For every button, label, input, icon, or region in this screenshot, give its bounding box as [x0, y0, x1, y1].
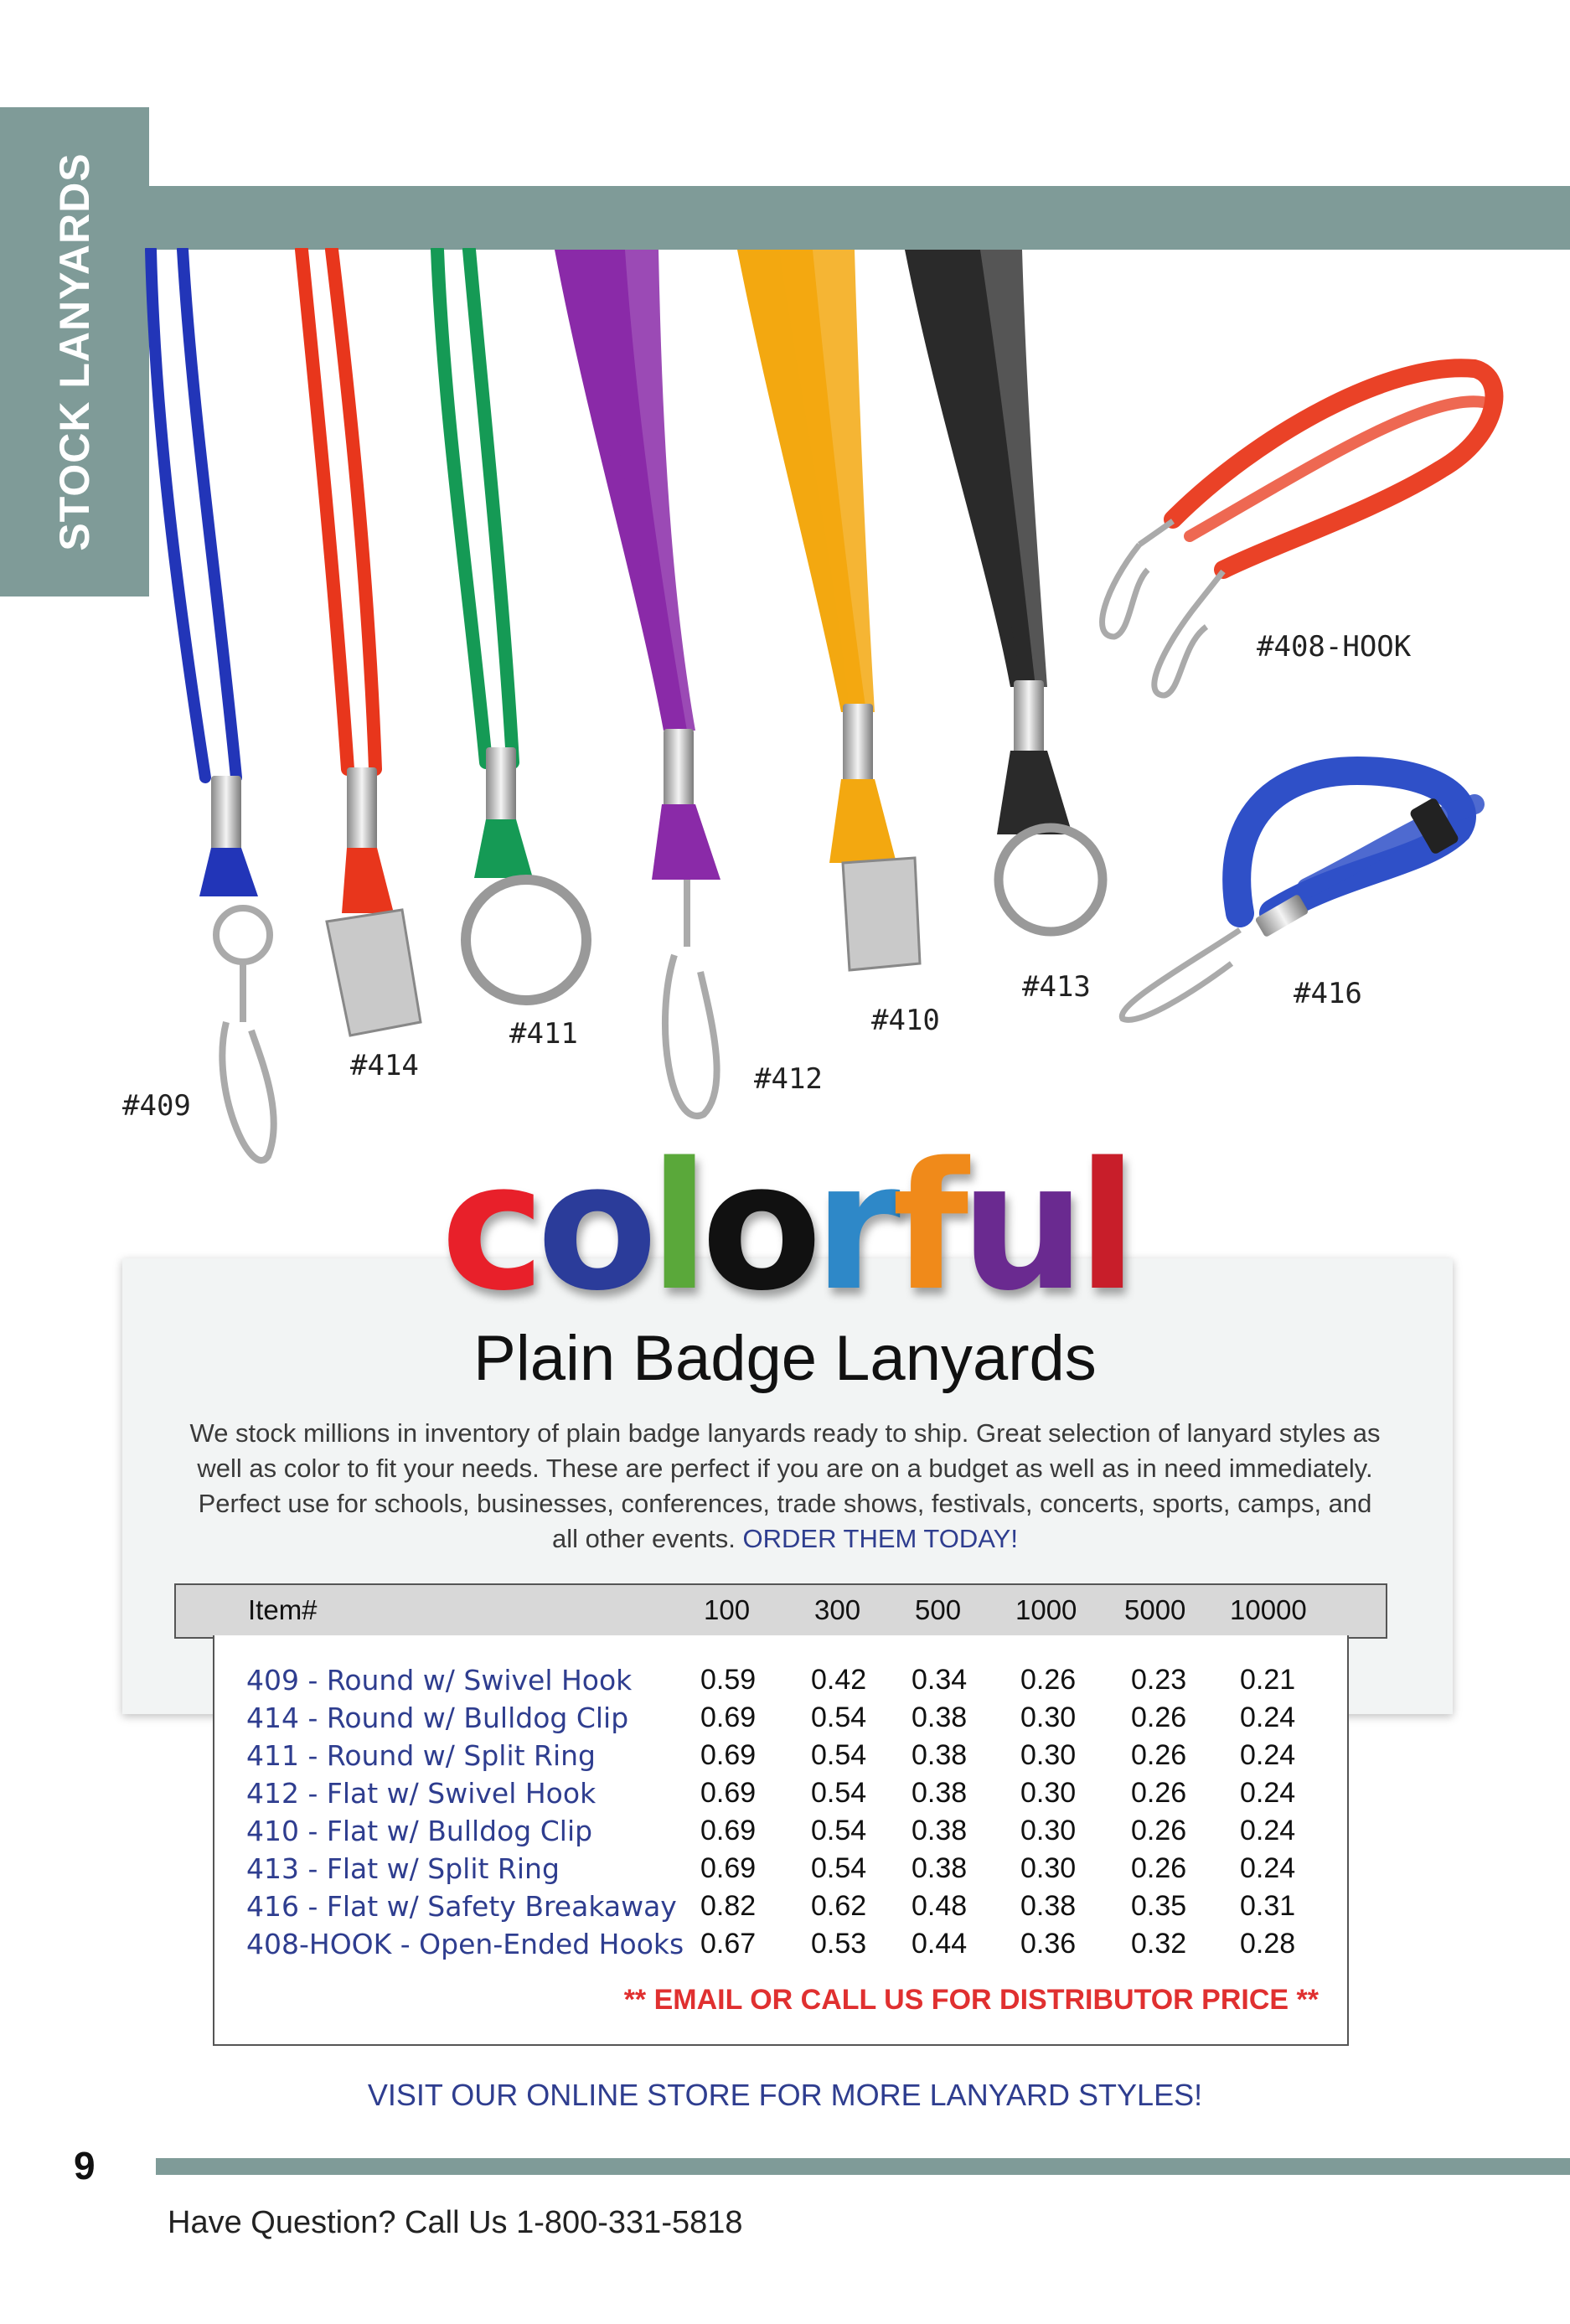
table-cell-price: 0.44: [912, 1928, 968, 1960]
table-row-item-name: 412 - Flat w/ Swivel Hook: [246, 1777, 596, 1810]
table-cell-price: 0.26: [1131, 1777, 1187, 1809]
table-cell-price: 0.35: [1131, 1890, 1187, 1922]
headline-letter: f: [891, 1124, 961, 1330]
table-cell-price: 0.54: [811, 1702, 867, 1733]
column-header-item: Item#: [248, 1594, 318, 1625]
footer-contact: Have Question? Call Us 1-800-331-5818: [168, 2205, 743, 2240]
table-cell-price: 0.30: [1020, 1815, 1077, 1846]
lanyard-411-image: [437, 250, 586, 1000]
table-cell-price: 0.31: [1240, 1890, 1296, 1922]
table-cell-price: 0.30: [1020, 1702, 1077, 1733]
table-cell-price: 0.36: [1020, 1928, 1077, 1960]
table-cell-price: 0.59: [700, 1664, 757, 1696]
headline-letter: l: [1077, 1124, 1129, 1330]
table-row-item-name: 413 - Flat w/ Split Ring: [246, 1852, 560, 1885]
headline-letter: r: [813, 1124, 892, 1330]
lanyard-414-image: [302, 250, 421, 1035]
table-row-item-name: 414 - Round w/ Bulldog Clip: [246, 1702, 629, 1734]
table-cell-price: 0.54: [811, 1777, 867, 1809]
table-cell-price: 0.42: [811, 1664, 867, 1696]
product-label-414: #414: [350, 1049, 419, 1082]
table-row-item-name: 411 - Round w/ Split Ring: [246, 1739, 596, 1772]
product-label-413: #413: [1022, 970, 1091, 1004]
description-text: We stock millions in inventory of plain badge lanyards ready to ship. Great selection of lanyard styles as well as color to fit your needs. These are perfect if you are on a budget as well as in need immediately. Perfect use for schools, businesses, conferences, trade shows, festivals, concerts, sports, camps, and all other events.: [189, 1418, 1381, 1553]
visit-store-link[interactable]: VISIT OUR ONLINE STORE FOR MORE LANYARD STYLES!: [367, 2078, 1203, 2112]
table-cell-price: 0.53: [811, 1928, 867, 1960]
table-cell-price: 0.82: [700, 1890, 757, 1922]
column-header-500: 500: [915, 1594, 962, 1625]
table-cell-price: 0.38: [912, 1815, 968, 1846]
table-cell-price: 0.38: [912, 1739, 968, 1771]
table-cell-price: 0.62: [811, 1890, 867, 1922]
table-cell-price: 0.67: [700, 1928, 757, 1960]
table-cell-price: 0.24: [1240, 1777, 1296, 1809]
page-title: Plain Badge Lanyards: [473, 1323, 1097, 1394]
table-cell-price: 0.24: [1240, 1739, 1296, 1771]
headline-letter: l: [649, 1124, 701, 1330]
column-header-10000: 10000: [1230, 1594, 1307, 1625]
table-cell-price: 0.26: [1020, 1664, 1077, 1696]
table-cell-price: 0.30: [1020, 1852, 1077, 1884]
lanyard-413-image: [905, 250, 1103, 932]
top-rail-bar: [149, 186, 1570, 250]
table-cell-price: 0.30: [1020, 1739, 1077, 1771]
lanyard-409-image: [151, 250, 274, 1160]
table-row-item-name: 410 - Flat w/ Bulldog Clip: [246, 1815, 593, 1847]
bottom-rail-bar: [156, 2158, 1570, 2175]
table-cell-price: 0.34: [912, 1664, 968, 1696]
table-cell-price: 0.54: [811, 1815, 867, 1846]
column-header-100: 100: [704, 1594, 751, 1625]
table-cell-price: 0.30: [1020, 1777, 1077, 1809]
table-cell-price: 0.26: [1131, 1852, 1187, 1884]
table-cell-price: 0.69: [700, 1777, 757, 1809]
column-header-300: 300: [814, 1594, 861, 1625]
side-tab-label: STOCK LANYARDS: [51, 152, 98, 551]
table-row-item-name: 409 - Round w/ Swivel Hook: [246, 1664, 633, 1697]
headline-letter: u: [960, 1124, 1077, 1330]
table-cell-price: 0.26: [1131, 1739, 1187, 1771]
lanyard-412-image: [555, 250, 720, 1116]
table-cell-price: 0.24: [1240, 1852, 1296, 1884]
headline-letter: c: [441, 1124, 537, 1330]
table-cell-price: 0.32: [1131, 1928, 1187, 1960]
product-label-412: #412: [754, 1062, 823, 1096]
column-header-5000: 5000: [1124, 1594, 1186, 1625]
table-cell-price: 0.38: [1020, 1890, 1077, 1922]
product-label-408-hook: #408-HOOK: [1257, 630, 1412, 664]
colorful-headline: [0, 1124, 1570, 1330]
price-table-header: [174, 1583, 1387, 1639]
product-label-411: #411: [509, 1017, 578, 1051]
table-cell-price: 0.54: [811, 1852, 867, 1884]
table-cell-price: 0.38: [912, 1702, 968, 1733]
product-label-409: #409: [122, 1089, 191, 1123]
table-cell-price: 0.54: [811, 1739, 867, 1771]
table-cell-price: 0.24: [1240, 1702, 1296, 1733]
table-cell-price: 0.38: [912, 1777, 968, 1809]
product-label-416: #416: [1294, 977, 1362, 1010]
table-cell-price: 0.69: [700, 1739, 757, 1771]
order-cta[interactable]: ORDER THEM TODAY!: [742, 1524, 1018, 1553]
description: [184, 1416, 1386, 1557]
table-cell-price: 0.26: [1131, 1702, 1187, 1733]
page-number: 9: [74, 2144, 96, 2187]
table-cell-price: 0.38: [912, 1852, 968, 1884]
table-cell-price: 0.21: [1240, 1664, 1296, 1696]
headline-letter: o: [701, 1124, 814, 1330]
lanyard-product-illustrations: [0, 248, 1570, 1186]
table-cell-price: 0.69: [700, 1815, 757, 1846]
column-header-1000: 1000: [1015, 1594, 1077, 1625]
table-row-item-name: 416 - Flat w/ Safety Breakaway: [246, 1890, 677, 1923]
table-cell-price: 0.26: [1131, 1815, 1187, 1846]
headline-letter: o: [536, 1124, 650, 1330]
distributor-price-note: ** EMAIL OR CALL US FOR DISTRIBUTOR PRICE **: [623, 1984, 1319, 2016]
table-cell-price: 0.69: [700, 1702, 757, 1733]
table-row-item-name: 408-HOOK - Open-Ended Hooks: [246, 1928, 684, 1960]
table-cell-price: 0.48: [912, 1890, 968, 1922]
lanyard-410-image: [737, 250, 920, 970]
table-cell-price: 0.28: [1240, 1928, 1296, 1960]
product-label-410: #410: [871, 1004, 940, 1037]
table-cell-price: 0.23: [1131, 1664, 1187, 1696]
table-cell-price: 0.24: [1240, 1815, 1296, 1846]
table-cell-price: 0.69: [700, 1852, 757, 1884]
